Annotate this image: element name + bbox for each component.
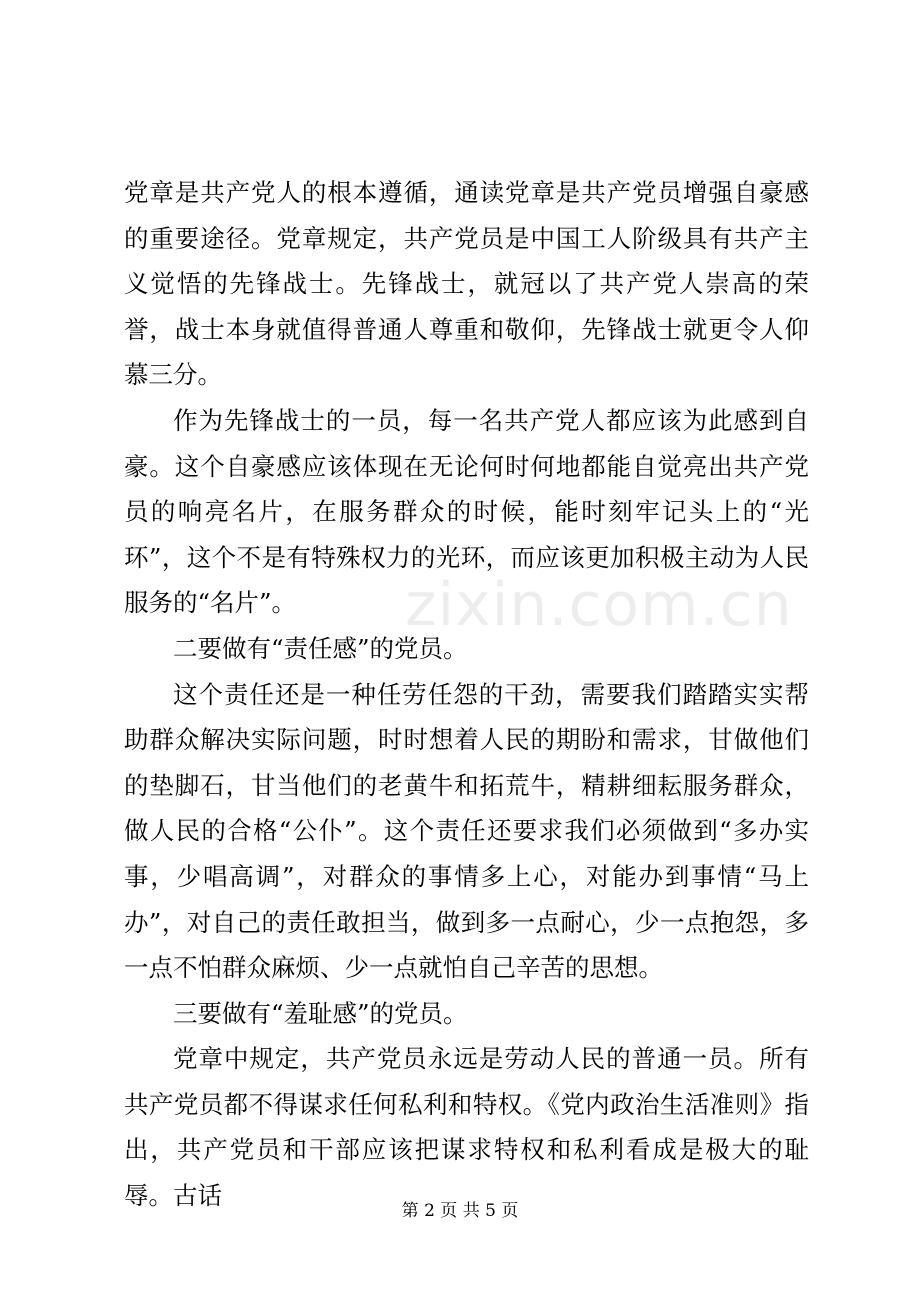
document-body [124, 170, 809, 1219]
section-heading-responsibility: 二要做有“责任感”的党员。 [173, 633, 468, 663]
section-heading-shame: 三要做有“羞耻感”的党员。 [173, 998, 468, 1028]
paragraph-1: 党章是共产党人的根本遵循，通读党章是共产党员增强自豪感的重要途径。党章规定，共产党员是中国工人阶级具有共产主义觉悟的先锋战士。先锋战士，就冠以了共产党人崇高的荣誉，战士本身就值得普通人尊重和敬仰，先锋战士就更令人仰慕三分。 [124, 178, 809, 390]
page-number-footer: 第 2 页 共 5 页 [401, 1201, 519, 1221]
paragraph-3: 这个责任还是一种任劳任怨的干劲，需要我们踏踏实实帮助群众解决实际问题，时时想着人民的期盼和需求，甘做他们的垫脚石，甘当他们的老黄牛和拓荒牛，精耕细耘服务群众，做人民的合格“公仆”。这个责任还要求我们必须做到“多办实事，少唱高调”，对群众的事情多上心，对能办到事情“马上办”，对自己的责任敢担当，做到多一点耐心，少一点抱怨，多一点不怕群众麻烦、少一点就怕自己辛苦的思想。 [124, 679, 809, 983]
paragraph-2: 作为先锋战士的一员，每一名共产党人都应该为此感到自豪。这个自豪感应该体现在无论何时何地都能自觉亮出共产党员的响亮名片，在服务群众的时候，能时刻牢记头上的“光环”，这个不是有特殊权力的光环，而应该更加积极主动为人民服务的“名片”。 [124, 405, 809, 618]
paragraph-4: 党章中规定，共产党员永远是劳动人民的普通一员。所有共产党员都不得谋求任何私利和特权。《党内政治生活准则》指出，共产党员和干部应该把谋求特权和私利看成是极大的耻辱。古话 [124, 1044, 809, 1211]
watermark: zixin.com.cn [405, 570, 793, 640]
